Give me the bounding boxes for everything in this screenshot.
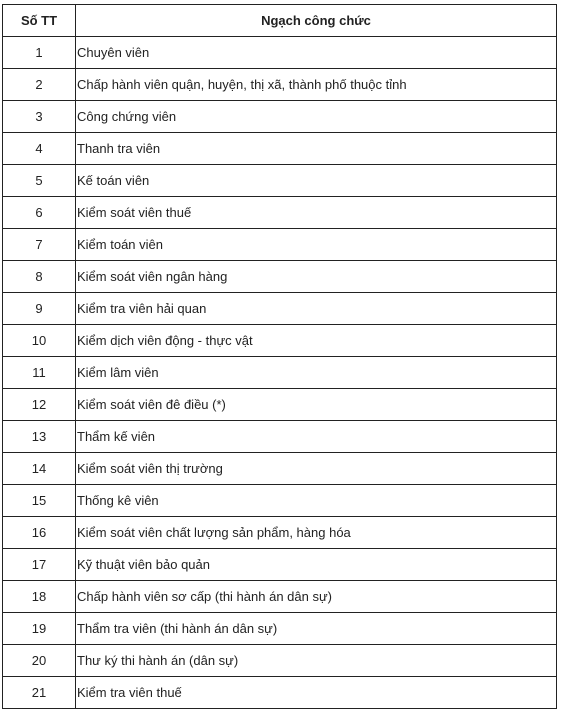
row-number: 14 (3, 453, 76, 485)
table-row (3, 357, 557, 389)
table-body (3, 37, 557, 709)
row-number: 19 (3, 613, 76, 645)
row-number: 2 (3, 69, 76, 101)
table-row (3, 261, 557, 293)
row-position-name: Chuyên viên (76, 37, 557, 69)
row-number: 4 (3, 133, 76, 165)
table-row (3, 389, 557, 421)
row-number: 1 (3, 37, 76, 69)
table-row (3, 325, 557, 357)
row-number: 20 (3, 645, 76, 677)
row-number: 15 (3, 485, 76, 517)
row-position-name: Kế toán viên (76, 165, 557, 197)
table-row (3, 421, 557, 453)
header-position: Ngạch công chức (76, 5, 557, 37)
table-row (3, 453, 557, 485)
civil-servant-grades-table (2, 4, 557, 709)
row-number: 6 (3, 197, 76, 229)
row-number: 17 (3, 549, 76, 581)
row-number: 11 (3, 357, 76, 389)
table-row (3, 645, 557, 677)
table-header (3, 5, 557, 37)
table-row (3, 197, 557, 229)
table-row (3, 133, 557, 165)
row-position-name: Thống kê viên (76, 485, 557, 517)
row-position-name: Kiểm soát viên chất lượng sản phẩm, hàng hóa (76, 517, 557, 549)
row-number: 18 (3, 581, 76, 613)
row-position-name: Kiểm soát viên thị trường (76, 453, 557, 485)
row-number: 7 (3, 229, 76, 261)
row-position-name: Chấp hành viên sơ cấp (thi hành án dân sự) (76, 581, 557, 613)
table-row (3, 165, 557, 197)
row-number: 16 (3, 517, 76, 549)
row-position-name: Thư ký thi hành án (dân sự) (76, 645, 557, 677)
row-position-name: Kiểm toán viên (76, 229, 557, 261)
row-position-name: Chấp hành viên quận, huyện, thị xã, thành phố thuộc tỉnh (76, 69, 557, 101)
row-number: 5 (3, 165, 76, 197)
header-number: Số TT (3, 5, 76, 37)
row-position-name: Kỹ thuật viên bảo quản (76, 549, 557, 581)
row-position-name: Kiểm tra viên hải quan (76, 293, 557, 325)
table-row (3, 229, 557, 261)
row-position-name: Kiểm soát viên đê điều (*) (76, 389, 557, 421)
row-position-name: Kiểm soát viên thuế (76, 197, 557, 229)
row-number: 13 (3, 421, 76, 453)
table-row (3, 549, 557, 581)
row-position-name: Kiểm dịch viên động - thực vật (76, 325, 557, 357)
row-position-name: Thẩm kế viên (76, 421, 557, 453)
table-row (3, 37, 557, 69)
table-row (3, 581, 557, 613)
table-row (3, 101, 557, 133)
row-number: 10 (3, 325, 76, 357)
row-number: 9 (3, 293, 76, 325)
row-position-name: Thanh tra viên (76, 133, 557, 165)
table-row (3, 517, 557, 549)
row-position-name: Công chứng viên (76, 101, 557, 133)
row-number: 3 (3, 101, 76, 133)
table-row (3, 293, 557, 325)
row-position-name: Kiểm soát viên ngân hàng (76, 261, 557, 293)
table-row (3, 69, 557, 101)
row-position-name: Kiểm tra viên thuế (76, 677, 557, 709)
table-row (3, 677, 557, 709)
header-row (3, 5, 557, 37)
row-position-name: Thẩm tra viên (thi hành án dân sự) (76, 613, 557, 645)
row-position-name: Kiểm lâm viên (76, 357, 557, 389)
row-number: 21 (3, 677, 76, 709)
table-row (3, 613, 557, 645)
row-number: 12 (3, 389, 76, 421)
table-row (3, 485, 557, 517)
row-number: 8 (3, 261, 76, 293)
